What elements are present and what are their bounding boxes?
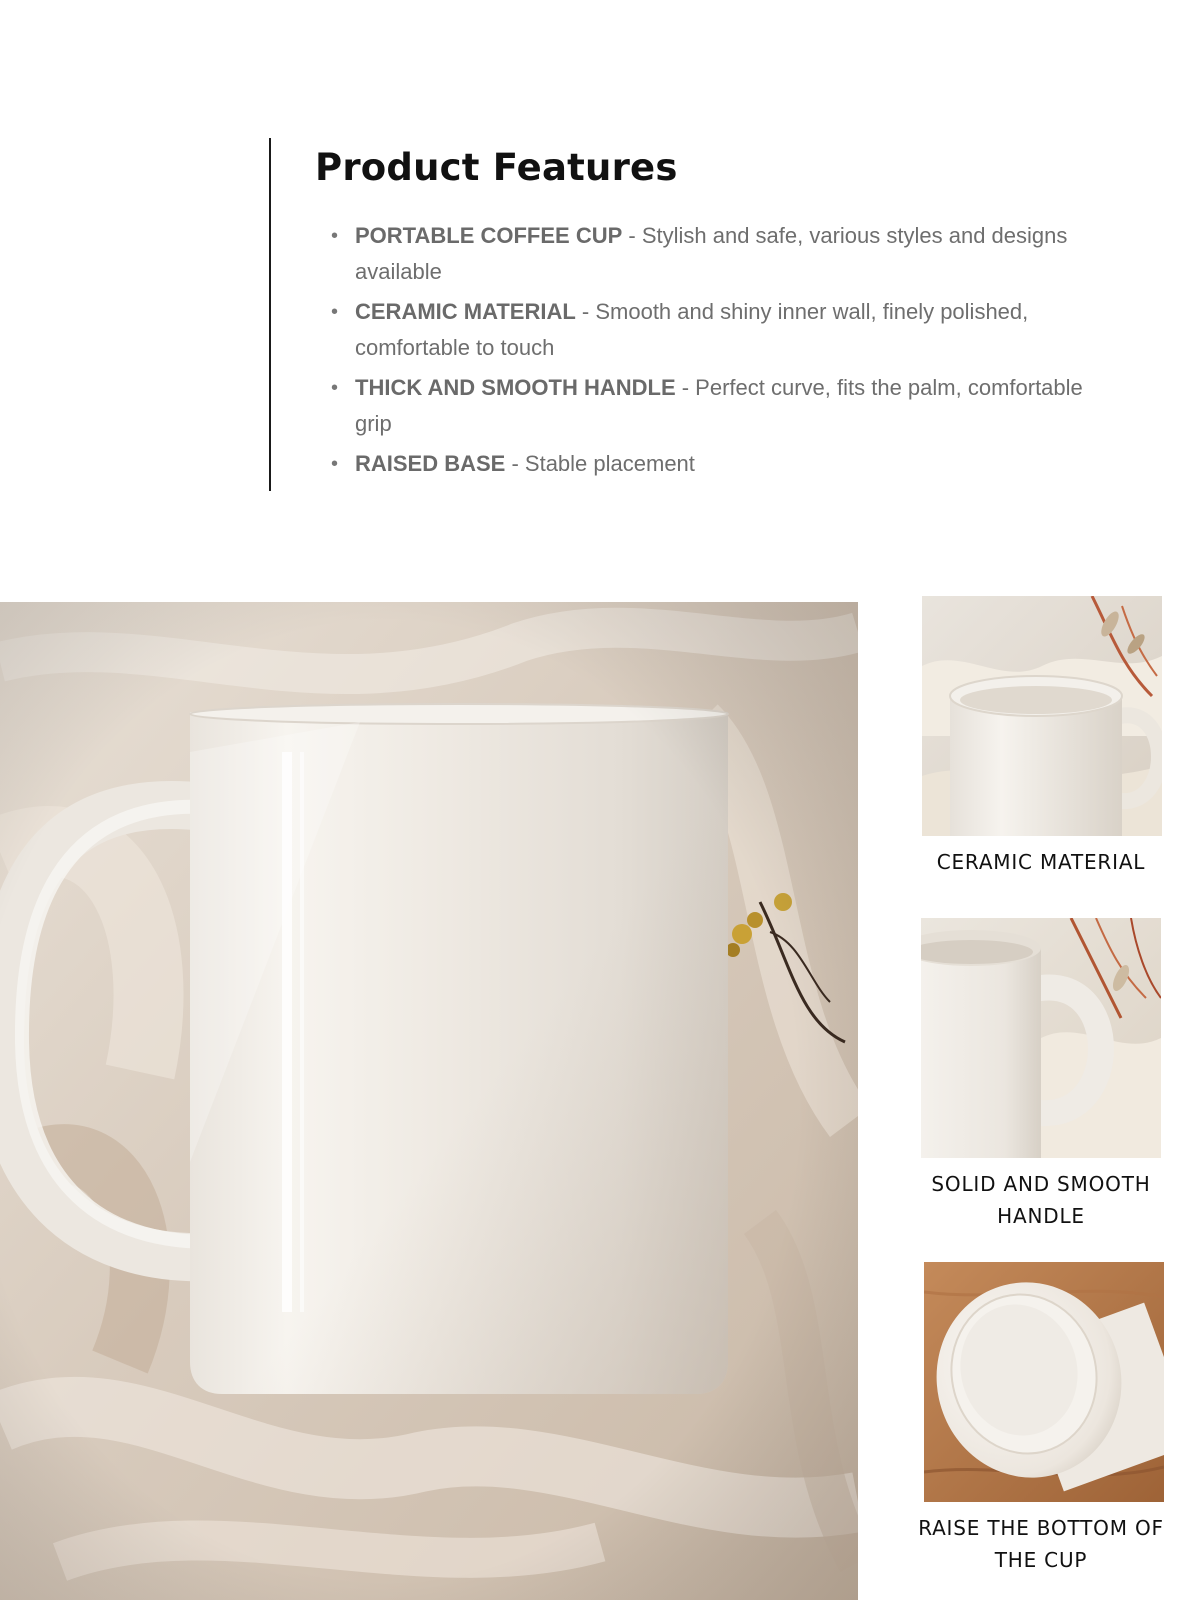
hero-mug-photo: [0, 602, 858, 1600]
feature-item-handle: [331, 370, 1091, 442]
feature-item-portable-cup: [331, 218, 1091, 290]
handle-photo: [921, 918, 1161, 1158]
ceramic-mug-illustration: [922, 596, 1162, 836]
bullet-icon: •: [331, 301, 339, 323]
feature-item-raised-base: [331, 446, 1091, 482]
raised-base-illustration: [924, 1262, 1164, 1502]
handle-mug-illustration: [921, 918, 1161, 1158]
feature-description: - Stylish and safe, various styles and designs available: [355, 223, 1068, 284]
product-features-title: Product Features: [315, 146, 678, 189]
feature-description: - Smooth and shiny inner wall, finely polished, comfortable to touch: [355, 299, 1029, 360]
feature-list: [331, 218, 1091, 486]
handle-caption: SOLID AND SMOOTH HANDLE: [931, 1172, 1151, 1228]
feature-item-ceramic-material: [331, 294, 1091, 366]
feature-name: RAISED BASE: [355, 451, 506, 476]
feature-description: - Perfect curve, fits the palm, comfortable grip: [355, 375, 1083, 436]
product-features-section: [269, 138, 1109, 491]
hero-mug-illustration: [0, 602, 858, 1600]
ceramic-material-photo: [922, 596, 1162, 836]
feature-name: CERAMIC MATERIAL: [355, 299, 576, 324]
bullet-icon: •: [331, 453, 339, 475]
feature-name: THICK AND SMOOTH HANDLE: [355, 375, 676, 400]
feature-description: - Stable placement: [505, 451, 695, 476]
feature-name: PORTABLE COFFEE CUP: [355, 223, 623, 248]
bullet-icon: •: [331, 377, 339, 399]
raised-base-caption: RAISE THE BOTTOM OF THE CUP: [918, 1516, 1164, 1572]
bullet-icon: •: [331, 225, 339, 247]
raised-base-photo: [924, 1262, 1164, 1502]
ceramic-material-caption: CERAMIC MATERIAL: [936, 850, 1146, 874]
